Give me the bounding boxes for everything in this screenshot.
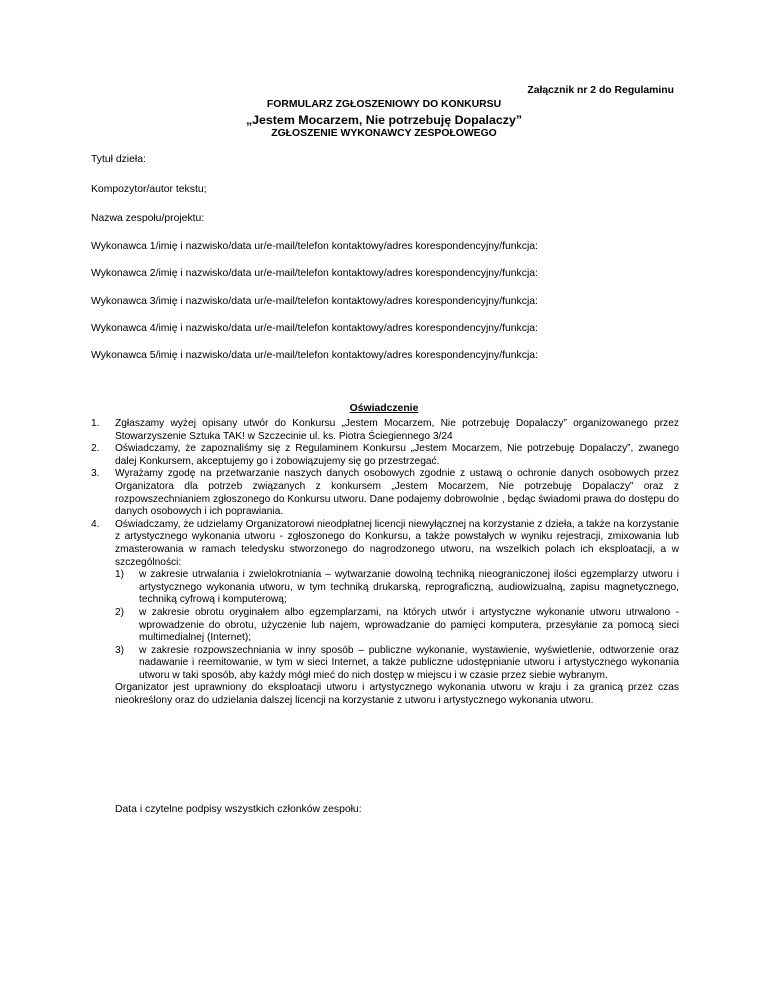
form-title: FORMULARZ ZGŁOSZENIOWY DO KONKURSU: [266, 99, 502, 110]
form-subtitle: ZGŁOSZENIE WYKONAWCY ZESPOŁOWEGO: [271, 128, 497, 139]
item-text: Oświadczamy, że zapoznaliśmy się z Regulaminem Konkursu „Jestem Mocarzem, Nie potrzebuję Dopalaczy”, zwanego dalej Konkursem, akceptujemy go i zobowiązujemy się go przestrzegać.: [115, 443, 679, 467]
signatures-label: Data i czytelne podpisy wszystkich członków zespołu:: [115, 804, 362, 815]
field-performer-3: Wykonawca 3/imię i nazwisko/data ur/e-mail/telefon kontaktowy/adres korespondencyjny/funkcja:: [91, 296, 538, 307]
item-number: 2.: [91, 443, 100, 455]
field-performer-5: Wykonawca 5/imię i nazwisko/data ur/e-mail/telefon kontaktowy/adres korespondencyjny/funkcja:: [91, 350, 538, 361]
declaration-item: [91, 443, 679, 468]
field-performer-4: Wykonawca 4/imię i nazwisko/data ur/e-mail/telefon kontaktowy/adres korespondencyjny/funkcja:: [91, 323, 538, 334]
item-text: Oświadczamy, że udzielamy Organizatorowi nieodpłatnej licencji niewyłącznej na korzystanie z dzieła, a także na korzystanie z artystycznego wykonania utworu - zgłoszonego do Konkursu, a także powstałych w wyniku rejestracji, zmixowania lub zmasterowania w ramach teledysku stworzonego do nagrodzonego utworu, na wszelkich polach ich eksploatacji, a w szczególności:: [115, 518, 679, 568]
license-field-item: [115, 645, 679, 683]
subitem-number: 2): [115, 606, 125, 618]
declaration-heading: Oświadczenie: [349, 403, 419, 414]
item-text: Wyrażamy zgodę na przetwarzanie naszych danych osobowych zgodnie z ustawą o ochronie danych osobowych przez Organizatora dla potrzeb związanych z konkursem „Jestem Mocarzem, Nie potrzebuję Dopalaczy” oraz z rozpowszechnianiem zgłoszonego do Konkursu utworu. Dane podajemy dobrowolnie , będąc świadomi prawa do dostępu do danych osobowych i ich poprawiania.: [115, 468, 679, 518]
field-performer-2: Wykonawca 2/imię i nazwisko/data ur/e-mail/telefon kontaktowy/adres korespondencyjny/funkcja:: [91, 268, 538, 279]
subitem-text: w zakresie rozpowszechniania w inny sposób – publiczne wykonanie, wystawienie, wyświetlenie, odtworzenie oraz nadawanie i reemitowanie, w tym w sieci Internet, a także publiczne udostępnianie utworu i artystycznego wykonania utworu w taki sposób, aby każdy mógł mieć do nich dostęp w miejscu i w czasie przez siebie wybranym.: [139, 644, 679, 681]
license-field-item: [115, 569, 679, 607]
declaration-body: [91, 418, 679, 708]
field-performer-1: Wykonawca 1/imię i nazwisko/data ur/e-mail/telefon kontaktowy/adres korespondencyjny/funkcja:: [91, 241, 538, 252]
item-number: 1.: [91, 418, 100, 429]
item-number: 4.: [91, 518, 100, 530]
license-field-item: [115, 607, 679, 645]
field-composer: Kompozytor/autor tekstu;: [91, 184, 207, 195]
item-text: Zgłaszamy wyżej opisany utwór do Konkursu „Jestem Mocarzem, Nie potrzebuję Dopalaczy” organizowanego przez Stowarzyszenie Sztuka TAK! w Szczecinie ul. ks. Piotra Ściegiennego 3/24: [115, 418, 679, 442]
subitem-text: w zakresie utrwalania i zwielokrotniania – wytwarzanie dowolną techniką nieograniczonej ilości egzemplarzy utworu i artystycznego wykonania utworu, w tym techniką drukarską, reprograficzną, audiowizualną, zapisu magnetycznego, techniką cyfrową i komputerową;: [139, 569, 679, 606]
subitem-number: 3): [115, 644, 125, 656]
field-band-name: Nazwa zespołu/projektu:: [91, 213, 205, 224]
license-fields-list: [115, 569, 679, 682]
declaration-item: [91, 418, 679, 443]
subitem-number: 1): [115, 569, 125, 581]
contest-name: „Jestem Mocarzem, Nie potrzebuję Dopalaczy”: [245, 113, 523, 127]
subitem-text: w zakresie obrotu oryginałem albo egzemplarzami, na których utwór i artystyczne wykonanie utworu utrwalono - wprowadzenie do obrotu, użyczenie lub najem, wprowadzanie do pamięci komputera, przesyłanie za pomocą sieci multimedialnej (Internet);: [139, 606, 679, 644]
item-number: 3.: [91, 468, 100, 480]
declaration-item: [91, 468, 679, 518]
field-work-title: Tytuł dzieła:: [91, 154, 146, 165]
annex-label: Załącznik nr 2 do Regulaminu: [527, 85, 674, 96]
declaration-item: [91, 519, 679, 683]
declaration-closing: Organizator jest uprawniony do eksploatacji utworu i artystycznego wykonania utworu w kraju i za granicą przez czas nieokreślony oraz do udzielania dalszej licencji na korzystanie z utworu i artystycznego wykonania utworu.: [115, 682, 679, 707]
